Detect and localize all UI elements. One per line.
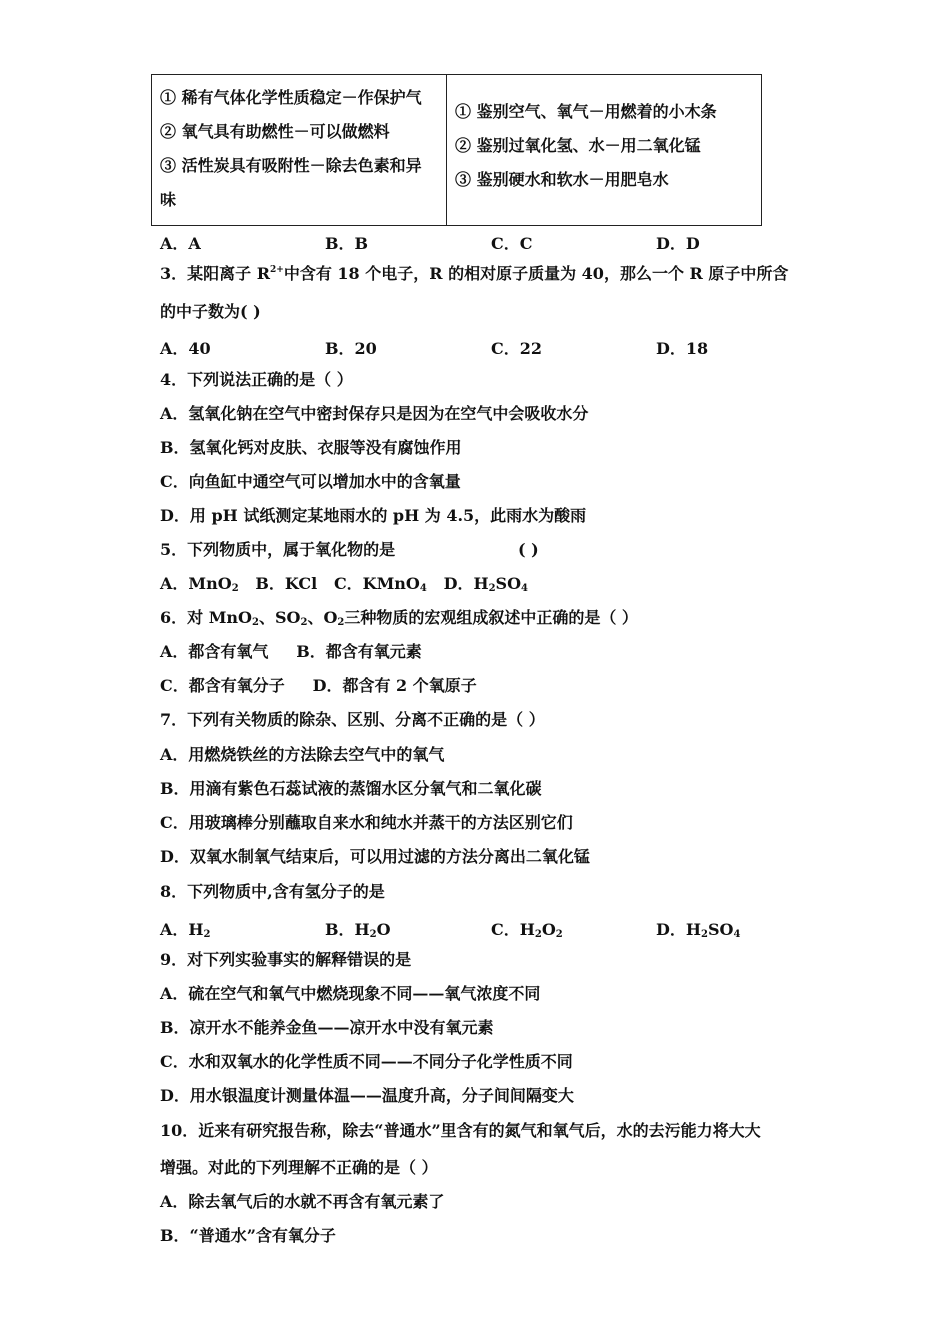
q10-choice-b[interactable]: B．“普通水”含有氧分子 xyxy=(160,1226,336,1245)
table-right-line-1: ① 鉴别空气、氧气－用燃着的小木条 xyxy=(455,102,717,121)
q8-choices xyxy=(160,917,760,940)
q3-charge: 2+ xyxy=(270,265,284,275)
table-right-line-3: ③ 鉴别硬水和软水－用肥皂水 xyxy=(455,170,669,189)
table-left-line-4: 味 xyxy=(160,190,177,209)
q9-choice-b[interactable]: B．凉开水不能养金鱼——凉开水中没有氧元素 xyxy=(160,1018,494,1037)
q5-d-formula-pre: D．H xyxy=(443,574,489,593)
q8-b-sub: 2 xyxy=(369,929,377,940)
q3-choice-a[interactable]: A．40 xyxy=(160,339,211,358)
table-left-line-2: ② 氧气具有助燃性－可以做燃料 xyxy=(160,122,390,141)
q4-choice-d[interactable]: D．用 pH 试纸测定某地雨水的 pH 为 4.5，此雨水为酸雨 xyxy=(160,506,587,525)
q8-stem: 8．下列物质中,含有氢分子的是 xyxy=(160,882,385,901)
q6-stem-mid-2: 、O xyxy=(307,608,338,627)
q8-a-sub: 2 xyxy=(203,929,211,940)
q8-c-formula-mid: O xyxy=(541,920,556,939)
q8-choice-c[interactable] xyxy=(491,917,563,940)
q8-b-formula-post: O xyxy=(376,920,391,939)
q3-choice-c[interactable]: C．22 xyxy=(491,339,543,358)
q9-choice-a[interactable]: A．硫在空气和氧气中燃烧现象不同——氧气浓度不同 xyxy=(160,984,541,1003)
q3-stem-post: 中含有 18 个电子，R 的相对原子质量为 40，那么一个 R 原子中所含 xyxy=(283,264,789,283)
q7-stem: 7．下列有关物质的除杂、区别、分离不正确的是（ ） xyxy=(160,710,545,729)
q7-choice-a[interactable]: A．用燃烧铁丝的方法除去空气中的氧气 xyxy=(160,745,445,764)
q7-choice-b[interactable]: B．用滴有紫色石蕊试液的蒸馏水区分氧气和二氧化碳 xyxy=(160,779,542,798)
q5-d-sub1: 2 xyxy=(488,583,496,594)
q6-choices-ab[interactable]: A．都含有氧气 B．都含有氧元素 xyxy=(160,642,422,661)
q6-stem-mid-1: 、SO xyxy=(258,608,301,627)
q3-stem-line-2: 的中子数为( ) xyxy=(160,302,261,321)
q4-choice-a[interactable]: A．氢氧化钠在空气中密封保存只是因为在空气中会吸收水分 xyxy=(160,404,589,423)
q8-c-formula-pre: C．H xyxy=(491,920,535,939)
q3-choices xyxy=(160,336,760,356)
q5-c-sub: 4 xyxy=(419,583,427,594)
q6-sub-2: 2 xyxy=(300,617,308,628)
q6-stem-pre: 6．对 MnO xyxy=(160,608,252,627)
q5-d-formula-mid: SO xyxy=(495,574,522,593)
options-table xyxy=(151,74,762,226)
table-left-line-1: ① 稀有气体化学性质稳定－作保护气 xyxy=(160,88,422,107)
q8-d-formula-pre: D．H xyxy=(656,920,701,939)
q4-choice-b[interactable]: B．氢氧化钙对皮肤、衣服等没有腐蚀作用 xyxy=(160,438,462,457)
q8-d-formula-mid: SO xyxy=(707,920,734,939)
q8-d-sub1: 2 xyxy=(701,929,708,940)
q10-choice-a[interactable]: A．除去氧气后的水就不再含有氧元素了 xyxy=(160,1192,445,1211)
table-left-line-3: ③ 活性炭具有吸附性－除去色素和异 xyxy=(160,156,422,175)
q5-choice-a[interactable] xyxy=(160,574,239,593)
q3-stem-pre: 3．某阳离子 R xyxy=(160,264,271,283)
q8-c-sub1: 2 xyxy=(534,929,542,940)
q9-choice-d[interactable]: D．用水银温度计测量体温——温度升高，分子间间隔变大 xyxy=(160,1086,574,1105)
q5-c-formula: C．KMnO xyxy=(333,574,420,593)
table-cell-left xyxy=(152,75,447,226)
q9-choice-c[interactable]: C．水和双氧水的化学性质不同——不同分子化学性质不同 xyxy=(160,1052,573,1071)
q3-choice-d[interactable]: D．18 xyxy=(656,339,709,358)
q6-choices-cd[interactable]: C．都含有氧分子 D．都含有 2 个氧原子 xyxy=(160,676,477,695)
q5-d-sub2: 4 xyxy=(521,583,528,594)
q4-stem: 4．下列说法正确的是（ ） xyxy=(160,370,353,389)
q10-stem-line-1: 10．近来有研究报告称，除去“普通水”里含有的氮气和氧气后，水的去污能力将大大 xyxy=(160,1121,761,1140)
q8-choice-a[interactable] xyxy=(160,917,211,940)
q5-choice-b[interactable]: B．KCl xyxy=(255,574,318,593)
q5-choice-c[interactable] xyxy=(334,574,427,593)
table-right-line-2: ② 鉴别过氧化氢、水－用二氧化锰 xyxy=(455,136,701,155)
q6-stem xyxy=(160,608,638,628)
q2-choice-d[interactable]: D．D xyxy=(656,234,700,253)
q7-choice-c[interactable]: C．用玻璃棒分别蘸取自来水和纯水并蒸干的方法区别它们 xyxy=(160,813,573,832)
q6-sub-1: 2 xyxy=(252,617,259,628)
q8-choice-d[interactable] xyxy=(656,917,740,940)
q8-d-sub2: 4 xyxy=(733,929,741,940)
q7-choice-d[interactable]: D．双氧水制氧气结束后，可以用过滤的方法分离出二氧化锰 xyxy=(160,847,590,866)
table-cell-right xyxy=(447,75,762,226)
q2-choice-c[interactable]: C．C xyxy=(491,234,533,253)
q2-choices xyxy=(160,231,760,251)
q8-c-sub2: 2 xyxy=(555,929,563,940)
q5-stem: 5．下列物质中，属于氧化物的是 xyxy=(160,540,396,559)
q5-choice-d[interactable] xyxy=(444,574,528,593)
q5-answer-paren: ( ) xyxy=(518,540,539,559)
q8-b-formula-pre: B．H xyxy=(325,920,370,939)
q4-choice-c[interactable]: C．向鱼缸中通空气可以增加水中的含氧量 xyxy=(160,472,461,491)
q5-a-formula: A．MnO xyxy=(160,574,232,593)
q8-a-formula: A．H xyxy=(160,920,204,939)
q6-sub-3: 2 xyxy=(337,617,345,628)
q3-stem-line-1 xyxy=(160,264,788,284)
q5-a-sub: 2 xyxy=(231,583,239,594)
q9-stem: 9．对下列实验事实的解释错误的是 xyxy=(160,950,412,969)
q2-choice-a[interactable]: A．A xyxy=(160,234,201,253)
q2-choice-b[interactable]: B．B xyxy=(325,234,369,253)
q8-choice-b[interactable] xyxy=(325,917,391,940)
q10-stem-line-2: 增强。对此的下列理解不正确的是（ ） xyxy=(160,1158,438,1177)
q5-choices xyxy=(160,574,528,594)
q6-stem-post: 三种物质的宏观组成叙述中正确的是（ ） xyxy=(344,608,638,627)
q3-choice-b[interactable]: B．20 xyxy=(325,339,377,358)
